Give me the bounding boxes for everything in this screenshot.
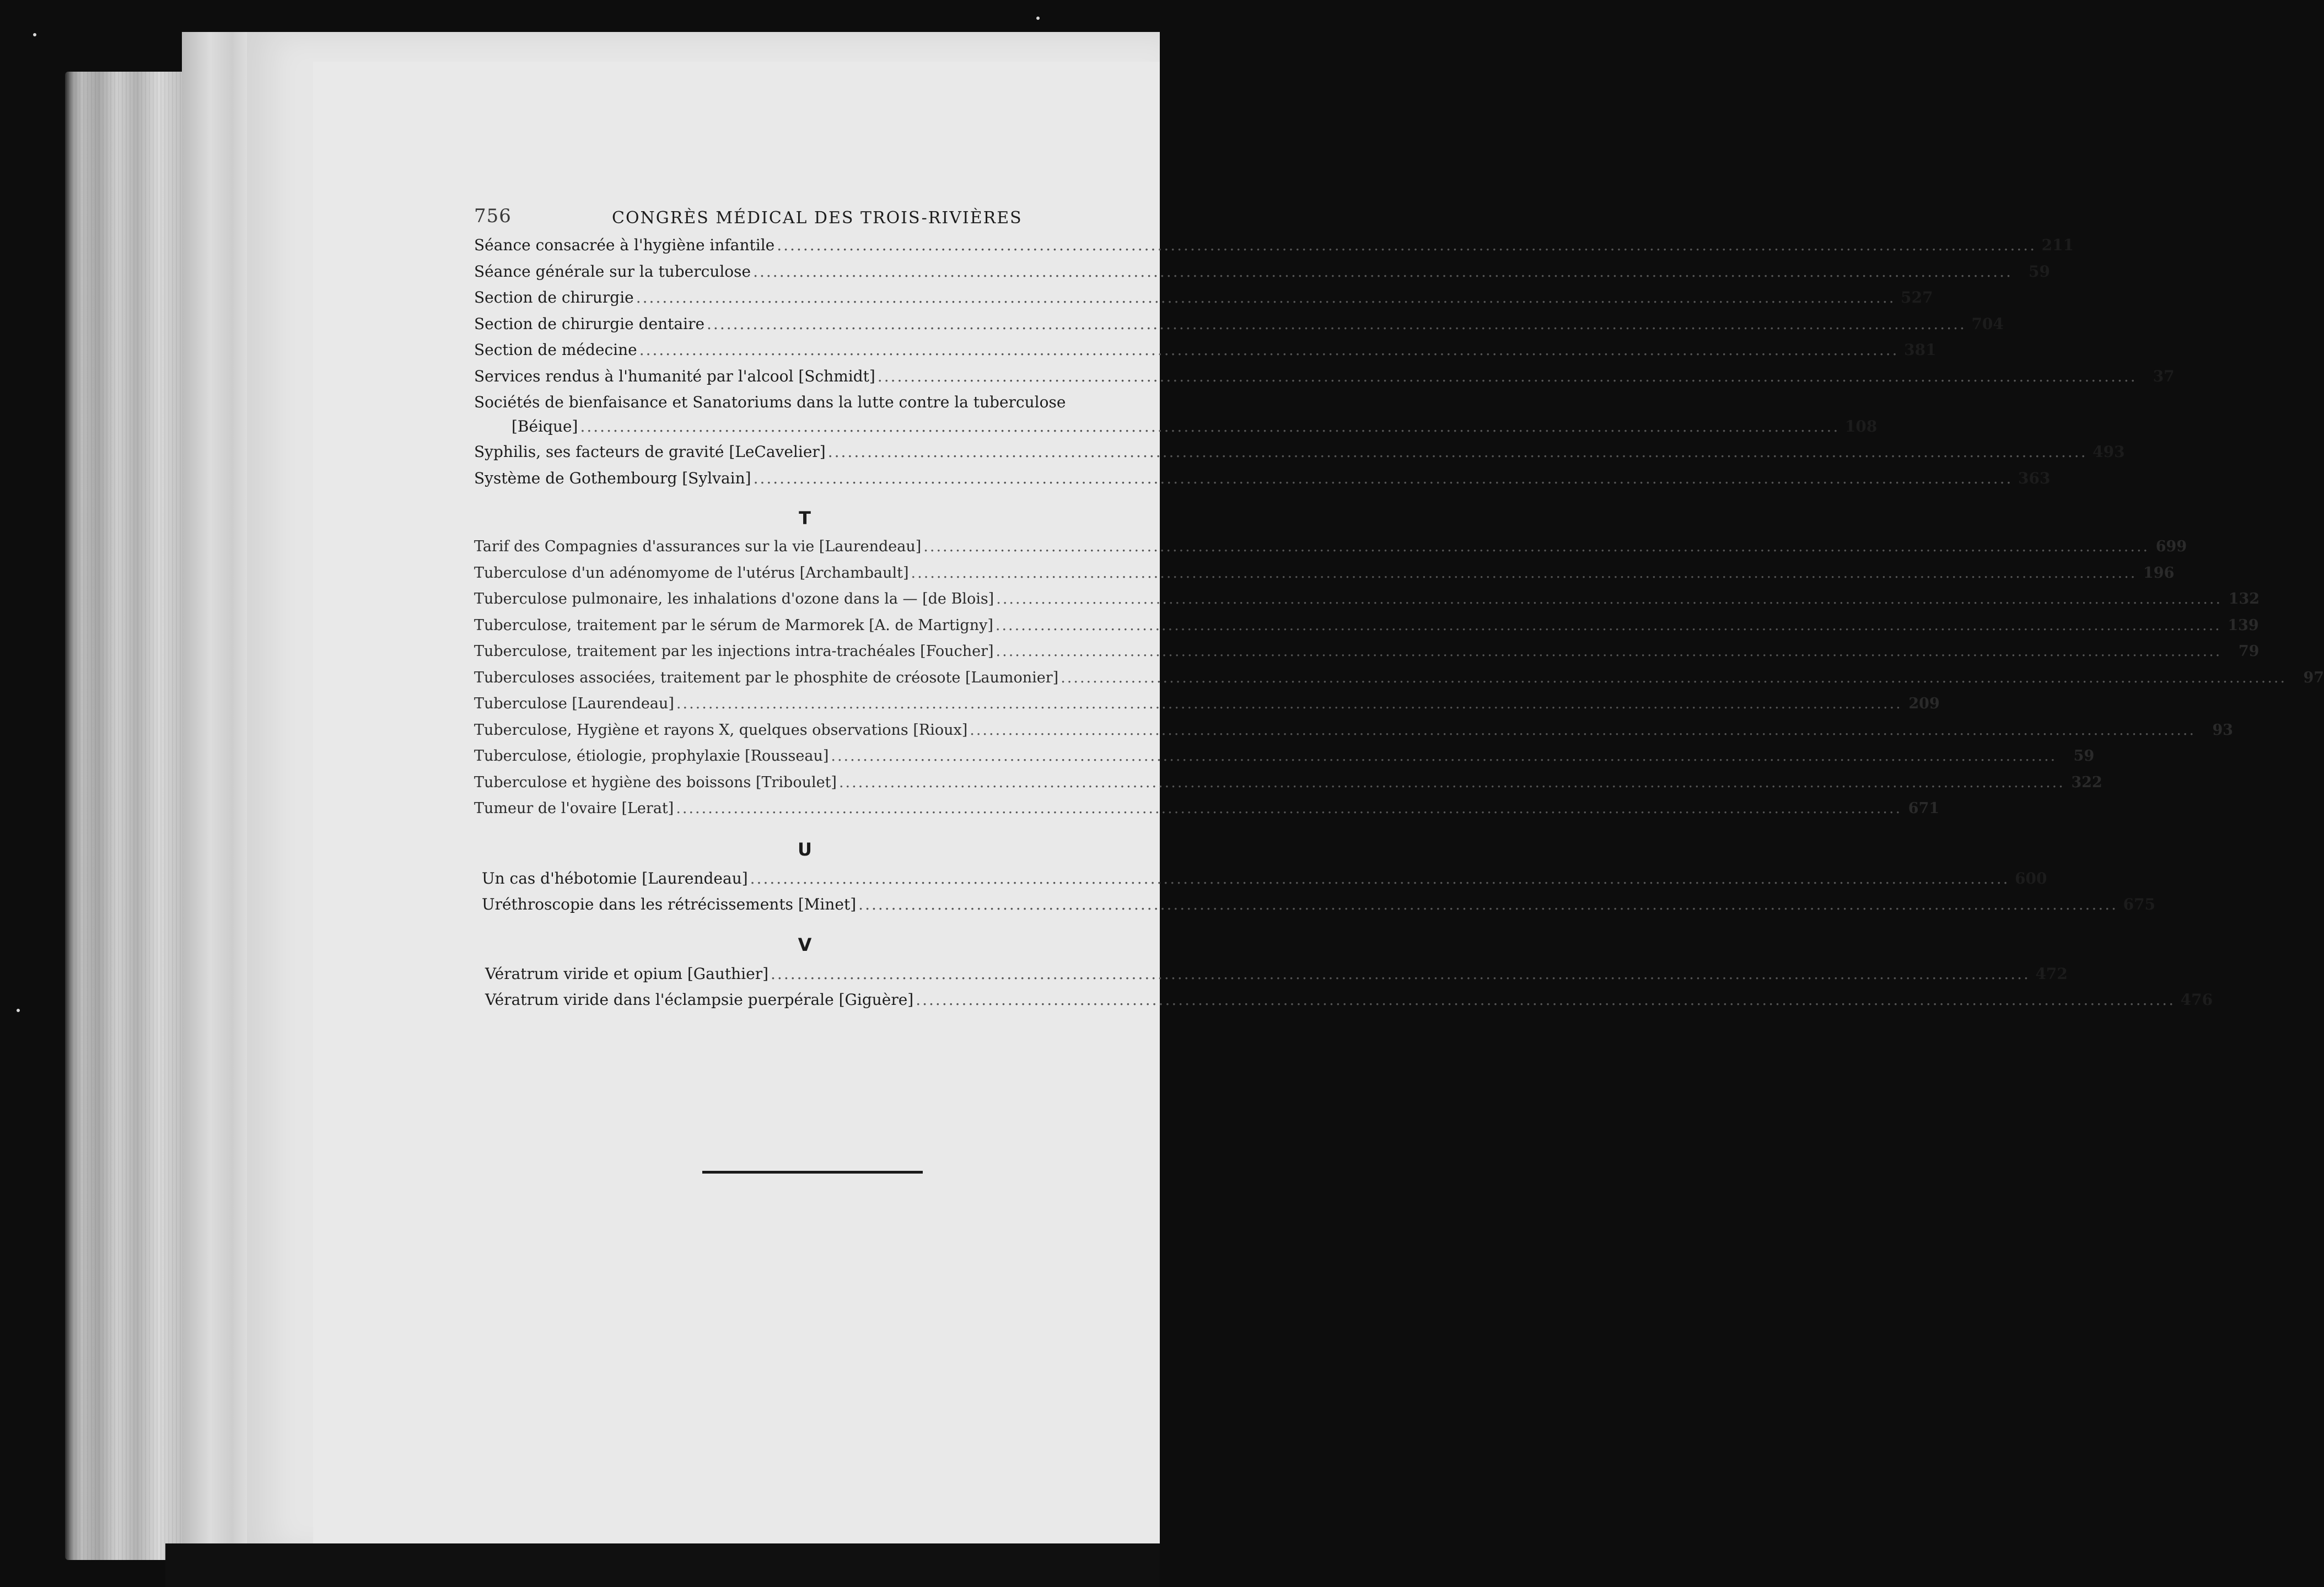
entry-title: Tuberculose, Hygiène et rayons X, quelques observations [Rioux]: [474, 721, 968, 739]
index-entry: [474, 443, 2125, 469]
entry-page: 37: [2153, 367, 2175, 385]
index-section-t: [474, 538, 2324, 826]
entry-page: 211: [2041, 236, 2074, 254]
scan-speck: [33, 33, 36, 36]
index-entry: [474, 964, 2068, 991]
leader-dots: [676, 695, 1902, 712]
entry-title: Un cas d'hébotomie [Laurendeau]: [482, 869, 748, 887]
index-entry: [474, 341, 1936, 367]
entry-page: 79: [2238, 643, 2260, 660]
index-entry: [474, 991, 2213, 1017]
entry-page: 322: [2071, 773, 2102, 791]
entry-title-line2: [Béique]: [512, 417, 578, 435]
entry-page: 93: [2212, 721, 2234, 739]
index-entry: [474, 895, 2156, 922]
entry-title: Vératrum viride et opium [Gauthier]: [485, 964, 769, 983]
index-entry: [474, 564, 2175, 591]
entry-page: 527: [1901, 288, 1933, 306]
entry-title: Séance générale sur la tuberculose: [474, 262, 751, 281]
entry-page: 381: [1904, 341, 1936, 359]
leader-dots: [858, 895, 2118, 913]
leader-dots: [750, 869, 2010, 887]
index-entry: [474, 314, 2004, 341]
leader-dots: [1061, 669, 2287, 686]
entry-page: 59: [2073, 747, 2095, 765]
section-letter-t: T: [799, 508, 811, 529]
leader-dots: [839, 774, 2065, 791]
index-entry: [474, 669, 2324, 696]
entry-page: 476: [2180, 991, 2213, 1009]
entry-title: Tuberculose et hygiène des boissons [Triboulet]: [474, 773, 837, 791]
index-section-s: [474, 236, 2175, 495]
entry-title: Section de médecine: [474, 341, 637, 359]
index-entry: [474, 262, 2050, 289]
index-entry: [474, 747, 2095, 774]
entry-page: 97: [2303, 669, 2324, 686]
entry-page: 699: [2155, 538, 2187, 555]
leader-dots: [831, 747, 2057, 765]
index-page-content: [474, 205, 2324, 1017]
entry-title-line1: Sociétés de bienfaisance et Sanatoriums dans la lutte contre la tuberculose: [474, 393, 1066, 411]
section-letter-u: U: [798, 838, 812, 860]
index-entry: [474, 800, 1940, 826]
leader-dots: [707, 315, 1966, 333]
entry-title: Tuberculose [Laurendeau]: [474, 695, 674, 712]
entry-title: Services rendus à l'humanité par l'alcool [Schmidt]: [474, 367, 875, 385]
entry-page: 671: [1908, 800, 1940, 817]
entry-page: 139: [2228, 616, 2259, 634]
entry-page: 675: [2123, 895, 2156, 913]
leader-dots: [828, 443, 2088, 461]
index-entry: [474, 721, 2234, 748]
entry-title: Tuberculose, étiologie, prophylaxie [Rousseau]: [474, 747, 829, 765]
entry-title: Système de Gothembourg [Sylvain]: [474, 469, 751, 487]
entry-title: Syphilis, ses facteurs de gravité [LeCavelier]: [474, 443, 826, 461]
entry-page: 472: [2035, 964, 2068, 983]
running-title: CONGRÈS MÉDICAL DES TROIS-RIVIÈRES: [612, 208, 1023, 228]
scan-bottom-band: [165, 1543, 1160, 1587]
end-rule: [702, 1171, 923, 1174]
running-header: [474, 205, 1130, 233]
entry-title: Vératrum viride dans l'éclampsie puerpérale [Giguère]: [485, 991, 914, 1009]
entry-title: Tumeur de l'ovaire [Lerat]: [474, 800, 674, 817]
index-section-u: [474, 869, 2156, 922]
index-entry: [474, 869, 2047, 896]
entry-title: Tuberculose, traitement par les injections intra-trachéales [Foucher]: [474, 643, 994, 660]
entry-page: 209: [1908, 695, 1940, 712]
index-entry: [474, 538, 2187, 564]
leader-dots: [916, 991, 2175, 1009]
leader-dots: [753, 262, 2013, 281]
entry-title: Tarif des Compagnies d'assurances sur la vie [Laurendeau]: [474, 538, 922, 555]
index-entry-two-line: [474, 393, 1878, 443]
index-entry: [474, 773, 2102, 800]
index-entry: [474, 469, 2051, 496]
leader-dots: [580, 417, 1839, 435]
leader-dots: [639, 341, 1899, 359]
leader-dots: [777, 236, 2036, 254]
index-entry: [474, 367, 2175, 394]
leader-dots: [636, 288, 1896, 306]
entry-page: 59: [2029, 262, 2050, 281]
index-entry: [474, 695, 1940, 722]
entry-page: 493: [2092, 443, 2125, 461]
page-number: 756: [474, 205, 512, 227]
entry-title: Tuberculose d'un adénomyome de l'utérus [Archambault]: [474, 564, 909, 582]
leader-dots: [878, 367, 2137, 385]
entry-page: 196: [2143, 564, 2175, 582]
leader-dots: [996, 617, 2221, 634]
leader-dots: [970, 722, 2196, 739]
entry-title: Séance consacrée à l'hygiène infantile: [474, 236, 775, 254]
index-entry: [474, 590, 2260, 617]
entry-page: 132: [2228, 590, 2260, 607]
index-section-v: [474, 964, 2213, 1017]
entry-title: Tuberculose pulmonaire, les inhalations d'ozone dans la — [de Blois]: [474, 590, 994, 607]
book-page-edges-inner: [182, 32, 254, 1553]
leader-dots: [911, 564, 2137, 582]
index-entry: [474, 616, 2259, 643]
index-entry: [474, 288, 1933, 315]
entry-page: 363: [2018, 469, 2051, 487]
leader-dots: [754, 469, 2013, 487]
entry-continuation: [474, 417, 1878, 444]
leader-dots: [996, 643, 2222, 660]
scan-speck: [1036, 17, 1040, 20]
entry-page: 704: [1971, 314, 2004, 333]
entry-title: Tuberculoses associées, traitement par le phosphite de créosote [Laumonier]: [474, 669, 1059, 686]
leader-dots: [676, 800, 1902, 817]
index-entry: [474, 236, 2074, 262]
scan-speck: [17, 1009, 20, 1012]
entry-title: Uréthroscopie dans les rétrécissements [Minet]: [482, 895, 857, 913]
entry-title: Tuberculose, traitement par le sérum de Marmorek [A. de Martigny]: [474, 616, 993, 634]
leader-dots: [771, 965, 2030, 983]
index-entry: [474, 643, 2260, 669]
entry-page: 600: [2015, 869, 2047, 887]
leader-dots: [923, 538, 2149, 555]
entry-title: Section de chirurgie: [474, 288, 634, 306]
entry-page: 108: [1844, 417, 1878, 435]
entry-title: Section de chirurgie dentaire: [474, 314, 705, 333]
leader-dots: [996, 590, 2222, 607]
section-letter-v: V: [798, 934, 812, 955]
